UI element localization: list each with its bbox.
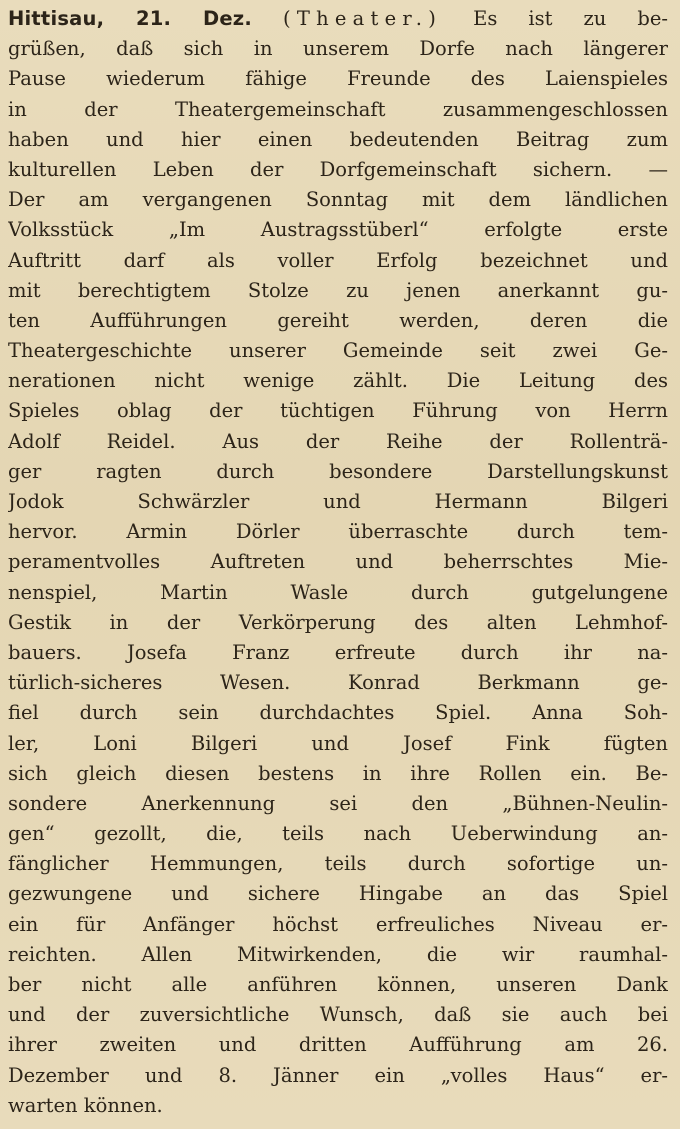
article-line: warten können. [8, 1093, 163, 1117]
article-line: ten Aufführungen gereiht werden, deren die [8, 308, 668, 332]
article-line: fänglicher Hemmungen, teils durch sofortige un- [8, 852, 668, 876]
article-line: Auftritt darf als voller Erfolg bezeichnet und [8, 248, 668, 272]
article-dateline: Hittisau, 21. Dez. [8, 7, 252, 30]
article-line: Der am vergangenen Sonntag mit dem ländlichen [8, 188, 668, 212]
article-line: fiel durch sein durchdachtes Spiel. Anna Soh- [8, 701, 668, 725]
article-line: mit berechtigtem Stolze zu jenen anerkannt gu- [8, 278, 668, 302]
article-line: Dezember und 8. Jänner ein „volles Haus“ er- [8, 1063, 668, 1087]
article-line: ber nicht alle anführen können, unseren Dank [8, 973, 668, 996]
article-line: kulturellen Leben der Dorfgemeinschaft sichern. — [8, 157, 668, 181]
article-line: bauers. Josefa Franz erfreute durch ihr na- [8, 640, 668, 664]
article-line: haben und hier einen bedeutenden Beitrag zum [8, 127, 668, 151]
article-line: Theatergeschichte unserer Gemeinde seit zwei Ge- [8, 339, 668, 363]
article-line: ler, Loni Bilgeri und Josef Fink fügten [8, 731, 668, 755]
article-line: gezwungene und sichere Hingabe an das Spiel [8, 882, 668, 906]
article-line: sich gleich diesen bestens in ihre Rollen ein. Be- [8, 761, 668, 785]
article-text [8, 4, 668, 1121]
article-line: Spieles oblag der tüchtigen Führung von Herrn [8, 399, 668, 423]
article-line: Adolf Reidel. Aus der Reihe der Rollenträ- [8, 429, 668, 453]
article-line: Jodok Schwärzler und Hermann Bilgeri [8, 490, 668, 513]
article-section: (Theater.) [282, 7, 443, 30]
article-line: türlich-sicheres Wesen. Konrad Berkmann ge- [8, 671, 668, 695]
article-line: Gestik in der Verkörperung des alten Lehmhof- [8, 610, 668, 634]
article-line [8, 4, 668, 34]
article-line: grüßen, daß sich in unserem Dorfe nach längerer [8, 37, 668, 61]
article-line: und der zuversichtliche Wunsch, daß sie auch bei [8, 1003, 668, 1027]
article-line: reichten. Allen Mitwirkenden, die wir raumhal- [8, 942, 668, 966]
article-line: nerationen nicht wenige zählt. Die Leitung des [8, 369, 668, 393]
article-line: ger ragten durch besondere Darstellungskunst [8, 459, 668, 483]
article-line: gen“ gezollt, die, teils nach Ueberwindung an- [8, 822, 668, 846]
article-line: sondere Anerkennung sei den „Bühnen-Neulin- [8, 791, 668, 815]
article-line: ihrer zweiten und dritten Aufführung am 26. [8, 1033, 668, 1057]
article-line: Volksstück „Im Austragsstüberl“ erfolgte erste [8, 218, 668, 242]
article-line-text: Es ist zu be- [473, 7, 668, 30]
article-line: Pause wiederum fähige Freunde des Laienspieles [8, 67, 668, 91]
article-line: ein für Anfänger höchst erfreuliches Niveau er- [8, 912, 668, 936]
article-line: nenspiel, Martin Wasle durch gutgelungene [8, 580, 668, 604]
article-line: in der Theatergemeinschaft zusammengeschlossen [8, 97, 668, 121]
article-line: hervor. Armin Dörler überraschte durch tem- [8, 520, 668, 544]
article-line: peramentvolles Auftreten und beherrschtes Mie- [8, 550, 668, 574]
